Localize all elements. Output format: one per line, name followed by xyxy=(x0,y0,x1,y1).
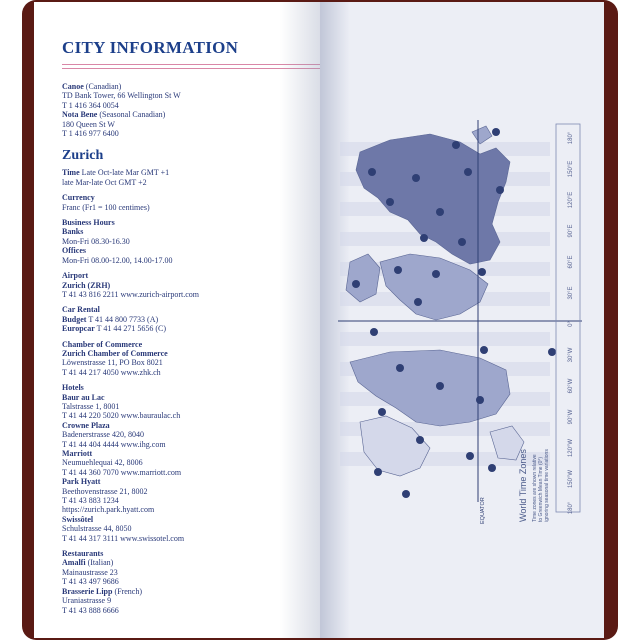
time-zone-badge xyxy=(476,396,484,404)
title-rule-secondary xyxy=(62,68,320,69)
longitude-labels xyxy=(568,131,574,514)
time-zone-badge xyxy=(420,234,428,242)
time-zone-badge xyxy=(496,186,504,194)
map-title: World Time Zones xyxy=(518,449,528,522)
listing-amalfi: Amalfi (Italian) xyxy=(62,558,114,568)
time-zone-badge xyxy=(488,464,496,472)
longitude-label: 150°E xyxy=(568,160,574,178)
right-page xyxy=(320,2,604,638)
time-zone-badge xyxy=(352,280,360,288)
chamber-name: Zurich Chamber of Commerce xyxy=(62,348,168,358)
title-rule xyxy=(62,64,320,65)
hotel-contact: T 41 44 360 7070 www.marriott.com xyxy=(62,467,182,477)
time-zone-badge xyxy=(492,128,500,136)
airport-contact: T 41 43 816 2211 www.zurich-airport.com xyxy=(62,289,200,299)
chamber-contact: T 41 44 217 4050 www.zhk.ch xyxy=(62,367,161,377)
time-zone-badge xyxy=(378,408,386,416)
airport-label: Airport xyxy=(62,271,89,281)
banks-label: Banks xyxy=(62,227,84,237)
time-zone-badge xyxy=(436,382,444,390)
lipp-address: Uraniastrasse 9 xyxy=(62,596,112,606)
equator-label: EQUATOR xyxy=(480,497,486,524)
time-zone-badge xyxy=(432,270,440,278)
hotel-contact: T 41 44 404 4444 www.ihg.com xyxy=(62,439,166,449)
amalfi-phone: T 41 43 497 9686 xyxy=(62,577,119,587)
hotel-address: Badenerstrasse 420, 8040 xyxy=(62,430,144,440)
canoe-address: TD Bank Tower, 66 Wellington St W xyxy=(62,91,181,101)
time-zone-badge xyxy=(370,328,378,336)
time-zone-badge xyxy=(452,141,460,149)
canoe-phone: T 1 416 364 0054 xyxy=(62,100,119,110)
amalfi-address: Mainaustrasse 23 xyxy=(62,567,118,577)
listing-budget: Budget T 41 44 800 7733 (A) xyxy=(62,314,159,324)
longitude-label: 0° xyxy=(568,321,574,327)
hotels-label: Hotels xyxy=(62,383,84,393)
longitude-label: 180° xyxy=(568,131,574,145)
longitude-label: 30°W xyxy=(568,347,574,363)
hotel-address: Neumuehlequai 42, 8006 xyxy=(62,458,143,468)
hotel-contact: T 41 44 317 3111 www.swissotel.com xyxy=(62,533,185,543)
time-zone-badge xyxy=(394,266,402,274)
time-zone-badge xyxy=(414,298,422,306)
longitude-label: 180° xyxy=(568,501,574,515)
hotel-name: Marriott xyxy=(62,449,93,458)
time-zone-badge xyxy=(416,436,424,444)
hotel-address: Beethovenstrasse 21, 8002 xyxy=(62,486,148,496)
time-zone-badge xyxy=(480,346,488,354)
landmass-north-america xyxy=(350,350,510,426)
time-zone-badge xyxy=(386,198,394,206)
longitude-label: 60°E xyxy=(568,255,574,269)
longitude-label: 60°W xyxy=(568,378,574,394)
listing-europcar: Europcar T 41 44 271 5656 (C) xyxy=(62,324,167,334)
hotel-address: Talstrasse 1, 8001 xyxy=(62,401,120,411)
offices-label: Offices xyxy=(62,246,86,256)
time-zone-badge xyxy=(396,364,404,372)
time-zone-badge xyxy=(458,238,466,246)
hotel-address: Schulstrasse 44, 8050 xyxy=(62,524,132,534)
time-zone-badge xyxy=(464,168,472,176)
nota-address: 180 Queen St W xyxy=(62,119,115,129)
city-heading: Zurich xyxy=(62,148,104,164)
airport-name: Zurich (ZRH) xyxy=(62,280,111,290)
hotel-name: Swissôtel xyxy=(62,514,94,524)
time-zone-badge xyxy=(548,348,556,356)
restaurants-label: Restaurants xyxy=(62,549,104,559)
map-note-line: ignoring seasonal time variations xyxy=(544,449,550,522)
city-info-content xyxy=(62,82,302,615)
hotel-web: https://zurich.park.hyatt.com xyxy=(62,505,155,515)
world-time-zone-map xyxy=(320,2,604,638)
hotel-contact: T 41 43 883 1234 xyxy=(62,496,119,506)
hotel-name: Crowne Plaza xyxy=(62,420,110,430)
time-zone-badge xyxy=(466,452,474,460)
offices-hours: Mon-Fri 08.00-12.00, 14.00-17.00 xyxy=(62,255,173,265)
hotel-contact: T 41 44 220 5020 www.bauraulac.ch xyxy=(62,411,181,421)
landmass-japan xyxy=(472,126,492,144)
time-zone-badge xyxy=(368,168,376,176)
time-zone-badge xyxy=(412,174,420,182)
lipp-phone: T 41 43 888 6666 xyxy=(62,605,119,615)
longitude-label: 150°W xyxy=(568,469,574,489)
time-line-2: late Mar-late Oct GMT +2 xyxy=(62,177,147,187)
currency-label: Currency xyxy=(62,193,95,203)
longitude-label: 30°E xyxy=(568,286,574,300)
time-zone-badge xyxy=(478,268,486,276)
map-note-line: Time zones are shown relative xyxy=(532,454,538,522)
longitude-label: 120°E xyxy=(568,191,574,209)
longitude-label: 90°W xyxy=(568,409,574,425)
left-page xyxy=(34,2,320,638)
page-title: CITY INFORMATION xyxy=(62,38,239,57)
hotel-name: Baur au Lac xyxy=(62,392,105,402)
nota-phone: T 1 416 977 6400 xyxy=(62,129,119,139)
listing-brasserie-lipp: Brasserie Lipp (French) xyxy=(62,586,142,596)
time-zone-badge xyxy=(402,490,410,498)
longitude-label: 120°W xyxy=(568,438,574,458)
listing-canoe: Canoe (Canadian) xyxy=(62,82,122,91)
listing-nota-bene: Nota Bene (Seasonal Canadian) xyxy=(62,110,166,120)
time-row: Time Late Oct-late Mar GMT +1 xyxy=(62,168,170,178)
longitude-label: 90°E xyxy=(568,224,574,238)
map-note-line: to Greenwich Mean Time (0°) xyxy=(538,456,544,522)
car-rental-label: Car Rental xyxy=(62,305,100,315)
banks-hours: Mon-Fri 08.30-16.30 xyxy=(62,236,130,246)
hotel-name: Park Hyatt xyxy=(62,477,101,487)
time-zone-badge xyxy=(374,468,382,476)
chamber-address: Löwenstrasse 11, PO Box 8021 xyxy=(62,358,163,368)
business-hours-label: Business Hours xyxy=(62,218,115,228)
currency-value: Franc (Fr1 = 100 centimes) xyxy=(62,202,150,212)
chamber-label: Chamber of Commerce xyxy=(62,339,143,349)
time-zone-badge xyxy=(436,208,444,216)
